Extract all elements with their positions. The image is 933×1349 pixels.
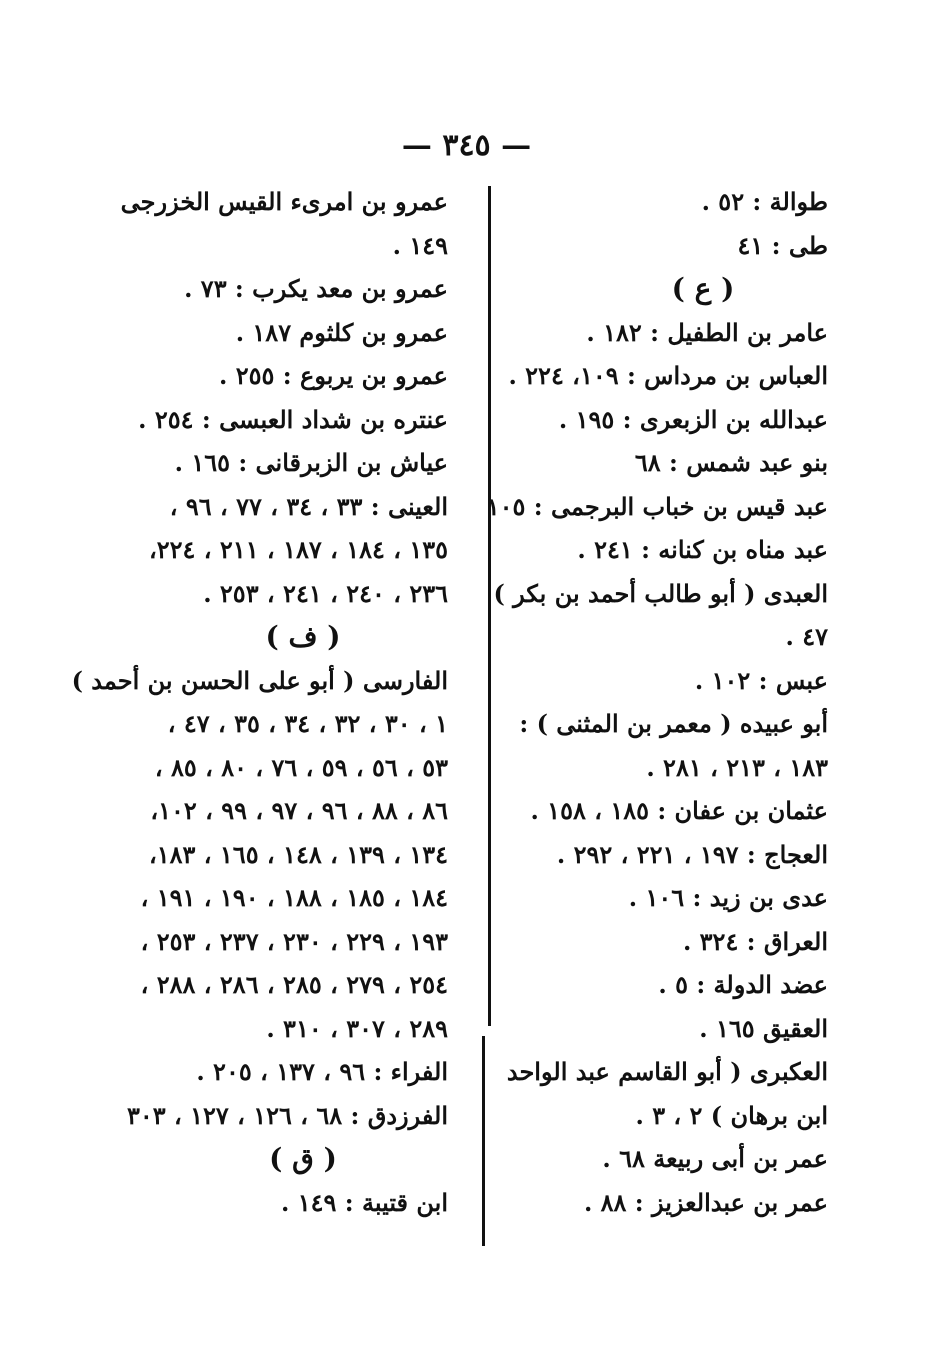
index-entry: عامر بن الطفيل : ١٨٢ . <box>586 317 828 347</box>
index-entry: عبد قيس بن خباب البرجمى : ١٠٥ <box>486 491 828 521</box>
index-entry: العجاج : ١٩٧ ، ٢٢١ ، ٢٩٢ . <box>556 839 828 869</box>
index-entry: العراق : ٣٢٤ . <box>682 926 828 956</box>
index-column-left <box>48 180 448 1224</box>
index-entry: ١٨٤ ، ١٨٥ ، ١٨٨ ، ١٩٠ ، ١٩١ ، <box>140 883 448 912</box>
index-entry: ابن برهان ) ٢ ، ٣ . <box>635 1100 828 1130</box>
index-entry: العقيق ١٦٥ . <box>699 1013 828 1043</box>
index-entry: الفراء : ٩٦ ، ١٣٧ ، ٢٠٥ . <box>196 1057 448 1086</box>
index-entry: ١ ، ٣٠ ، ٣٢ ، ٣٤ ، ٣٥ ، ٤٧ ، <box>167 709 448 738</box>
section-letter-heading: ( ق ) <box>269 1142 337 1175</box>
index-entry: ١٨٣ ، ٢١٣ ، ٢٨١ . <box>646 752 828 782</box>
index-entry: عمرو بن امرىء القيس الخزرجى <box>120 187 448 216</box>
index-entry: عبس : ١٠٢ . <box>694 665 828 695</box>
index-entry: عثمان بن عفان : ١٨٥ ، ١٥٨ . <box>530 796 828 825</box>
index-entry: عضد الدولة : ٥ . <box>658 970 828 999</box>
index-column-right <box>428 180 828 1224</box>
index-entry: عمر بن عبدالعزيز : ٨٨ . <box>583 1187 828 1217</box>
section-letter-heading: ( ف ) <box>265 620 341 653</box>
index-entry: ١٤٩ . <box>392 230 448 260</box>
index-entry: ١٣٤ ، ١٣٩ ، ١٤٨ ، ١٦٥ ، ١٨٣، <box>149 839 448 869</box>
index-entry: ١٣٥ ، ١٨٤ ، ١٨٧ ، ٢١١ ، ٢٢٤، <box>149 535 448 564</box>
section-letter-heading: ( ع ) <box>671 272 735 305</box>
index-entry: عدى بن زيد : ١٠٦ . <box>628 883 828 912</box>
index-entry: عمر بن أبى ربيعة ٦٨ . <box>602 1144 828 1173</box>
index-entry: طوالة : ٥٢ . <box>701 187 828 216</box>
index-entry: ٢٨٩ ، ٣٠٧ ، ٣١٠ . <box>266 1013 448 1043</box>
index-entry: عمرو بن معد يكرب : ٧٣ . <box>184 274 448 303</box>
index-entry: عمرو بن كلثوم ١٨٧ . <box>235 317 448 347</box>
index-entry: الفرزدق : ٦٨ ، ١٢٦ ، ١٢٧ ، ٣٠٣ <box>126 1100 448 1130</box>
index-entry: ٨٦ ، ٨٨ ، ٩٦ ، ٩٧ ، ٩٩ ، ١٠٢، <box>150 796 448 825</box>
index-entry: العينى : ٣٣ ، ٣٤ ، ٧٧ ، ٩٦ ، <box>169 491 448 521</box>
index-entry: عمرو بن يربوع : ٢٥٥ . <box>219 361 448 390</box>
index-entry: العبدى ( أبو طالب أحمد بن بكر ) <box>493 578 828 608</box>
index-entry: عنتره بن شداد العبسى : ٢٥٤ . <box>138 404 448 434</box>
index-entry: أبو عبيده ( معمر بن المثنى ) : <box>519 709 828 738</box>
index-entry: ابن قتيبة : ١٤٩ . <box>281 1187 448 1217</box>
index-entry: عياش بن الزبرقانى : ١٦٥ . <box>174 448 448 477</box>
index-entry: الفارسى ( أبو على الحسن بن أحمد ) <box>71 665 448 695</box>
index-entry: ٢٣٦ ، ٢٤٠ ، ٢٤١ ، ٢٥٣ . <box>203 578 448 608</box>
index-entry: العباس بن مرداس : ١٠٩، ٢٢٤ . <box>508 361 828 390</box>
index-entry: العكبرى ( أبو القاسم عبد الواحد <box>506 1057 828 1086</box>
index-entry: بنو عبد شمس : ٦٨ <box>634 448 828 477</box>
index-entry: ٥٣ ، ٥٦ ، ٥٩ ، ٧٦ ، ٨٠ ، ٨٥ ، <box>154 752 448 782</box>
index-entry: عبد مناه بن كنانه : ٢٤١ . <box>577 535 828 564</box>
index-entry: ٢٥٤ ، ٢٧٩ ، ٢٨٥ ، ٢٨٦ ، ٢٨٨ ، <box>140 970 448 999</box>
index-entry: طى : ٤١ <box>737 230 828 260</box>
page-number: — ٣٤٥ — <box>401 128 532 163</box>
index-entry: ١٩٣ ، ٢٢٩ ، ٢٣٠ ، ٢٣٧ ، ٢٥٣ ، <box>140 926 448 956</box>
index-entry: عبدالله بن الزبعرى : ١٩٥ . <box>558 404 828 434</box>
index-entry: ٤٧ . <box>785 622 828 651</box>
